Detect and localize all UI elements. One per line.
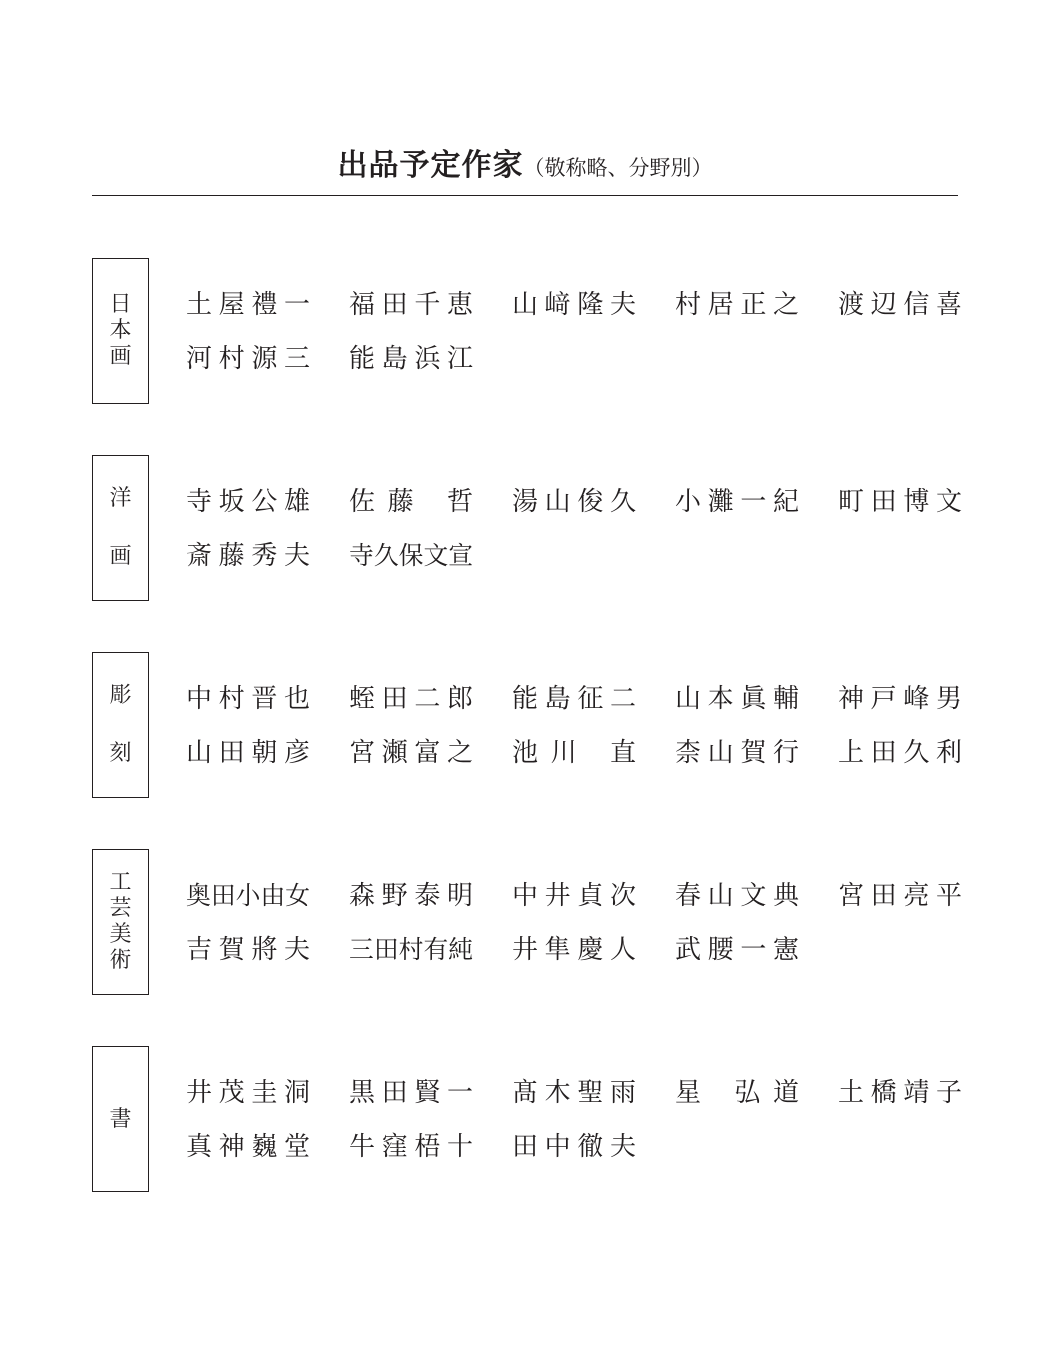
artist-name-char: 十 bbox=[446, 1132, 473, 1162]
artist-name-char: 郎 bbox=[446, 684, 473, 714]
artist-name-char: 賢 bbox=[414, 1078, 441, 1108]
artist-name-char: 一 bbox=[283, 290, 310, 320]
artist-name-char: 貞 bbox=[577, 881, 604, 911]
artist-name-char: 道 bbox=[772, 1078, 799, 1108]
artist-name-char: 神 bbox=[838, 684, 865, 714]
artist-name-char: 中 bbox=[512, 881, 539, 911]
artist-name-char: 保 bbox=[398, 541, 424, 570]
artist-name-char: 田 bbox=[870, 881, 897, 911]
artist-name-char: 瀬 bbox=[381, 738, 408, 768]
category-label-char: 術 bbox=[109, 948, 132, 973]
artist-name-char: 男 bbox=[935, 684, 962, 714]
artist-name-char: 斎 bbox=[186, 541, 213, 571]
artist-name bbox=[349, 342, 473, 376]
artist-name-char: 紀 bbox=[772, 487, 799, 517]
artist-name-char: 山 bbox=[707, 881, 734, 911]
artist-name-char: 蛭 bbox=[349, 684, 376, 714]
artist-name bbox=[186, 933, 310, 967]
artist-name-char: 博 bbox=[903, 487, 930, 517]
artist-name-char: 山 bbox=[707, 738, 734, 768]
artist-name-char: 富 bbox=[414, 738, 441, 768]
artist-name-char: 中 bbox=[186, 684, 213, 714]
artist-name bbox=[186, 1130, 310, 1164]
artist-name-char: 文 bbox=[423, 541, 449, 570]
artist-name bbox=[512, 288, 636, 322]
category-4 bbox=[92, 849, 962, 997]
artist-name-char: 田 bbox=[870, 487, 897, 517]
artist-name-char: 眞 bbox=[740, 684, 767, 714]
artist-name-char: 村 bbox=[218, 344, 245, 374]
artist-name bbox=[186, 1076, 310, 1110]
artist-name-char: 田 bbox=[210, 881, 236, 910]
category-label bbox=[93, 653, 148, 797]
artist-name-char: 井 bbox=[512, 935, 539, 965]
artist-name-char: 夫 bbox=[283, 541, 310, 571]
artist-name-char: 池 bbox=[512, 738, 539, 768]
artist-name bbox=[186, 879, 310, 913]
artist-name-char: 慶 bbox=[577, 935, 604, 965]
artist-name-char: 久 bbox=[373, 541, 399, 570]
artist-name-char: 人 bbox=[609, 935, 636, 965]
artist-name bbox=[512, 736, 636, 770]
artist-name-char: 田 bbox=[218, 738, 245, 768]
artist-name-char: 靖 bbox=[903, 1078, 930, 1108]
artist-name-char: 町 bbox=[838, 487, 865, 517]
artist-name-char: 次 bbox=[609, 881, 636, 911]
artist-name-char: 田 bbox=[381, 684, 408, 714]
artist-name-char: 渡 bbox=[838, 290, 865, 320]
category-1 bbox=[92, 258, 962, 406]
artist-name-char: 泰 bbox=[414, 881, 441, 911]
artist-name bbox=[349, 1130, 473, 1164]
artist-name-char: 土 bbox=[186, 290, 213, 320]
artist-name-char: 牛 bbox=[349, 1132, 376, 1162]
artist-name-char: 森 bbox=[349, 881, 376, 911]
artist-name-char: 川 bbox=[550, 738, 577, 768]
artist-name-char: 田 bbox=[381, 1078, 408, 1108]
artist-name-char: 典 bbox=[772, 881, 799, 911]
artist-name-char: 島 bbox=[381, 344, 408, 374]
artist-name-char: 武 bbox=[675, 935, 702, 965]
artist-name-char: 女 bbox=[285, 881, 311, 910]
artist-name-char: 星 bbox=[675, 1078, 702, 1108]
artist-name-char: 宮 bbox=[349, 738, 376, 768]
artist-name-char: 純 bbox=[448, 935, 474, 964]
artist-name-char: 江 bbox=[446, 344, 473, 374]
artist-name-char: 一 bbox=[740, 487, 767, 517]
artist-name-char: 三 bbox=[283, 344, 310, 374]
artist-name bbox=[512, 879, 636, 913]
category-label-char: 画 bbox=[109, 344, 132, 369]
artist-name-char: 千 bbox=[414, 290, 441, 320]
artist-name-char: 夫 bbox=[609, 290, 636, 320]
artist-name-char: 恵 bbox=[446, 290, 473, 320]
artist-name-char: 源 bbox=[251, 344, 278, 374]
artist-name-char: 聖 bbox=[577, 1078, 604, 1108]
artist-name-char: 村 bbox=[398, 935, 424, 964]
artist-name bbox=[186, 485, 310, 519]
artist-name-char: 三 bbox=[349, 935, 374, 964]
title-divider bbox=[92, 195, 958, 196]
artist-name-char: 山 bbox=[186, 738, 213, 768]
category-5 bbox=[92, 1046, 962, 1194]
category-label bbox=[93, 1047, 148, 1191]
artist-name-char: 有 bbox=[423, 935, 449, 964]
category-2 bbox=[92, 455, 962, 603]
artist-name-char: 山 bbox=[544, 487, 571, 517]
category-label-char: 洋 bbox=[109, 486, 132, 511]
artist-name bbox=[512, 682, 636, 716]
artist-name-char: 浜 bbox=[414, 344, 441, 374]
artist-name-char: 橋 bbox=[870, 1078, 897, 1108]
artist-name-char: 宣 bbox=[448, 541, 474, 570]
artist-name-char: 小 bbox=[235, 881, 261, 910]
artist-name bbox=[675, 879, 799, 913]
artist-name bbox=[186, 682, 310, 716]
artist-name-char: 輔 bbox=[772, 684, 799, 714]
artist-name-char: 朝 bbox=[251, 738, 278, 768]
artist-name bbox=[349, 485, 473, 519]
artist-name-char: 正 bbox=[740, 290, 767, 320]
artist-name-char: 將 bbox=[251, 935, 278, 965]
artist-name bbox=[838, 682, 962, 716]
category-label-box bbox=[92, 258, 149, 404]
artist-name-char: 河 bbox=[186, 344, 213, 374]
artist-name-char: 之 bbox=[772, 290, 799, 320]
artist-name-char: 田 bbox=[512, 1132, 539, 1162]
category-label bbox=[93, 850, 148, 994]
artist-name-char: 佐 bbox=[349, 487, 376, 517]
artist-name-char: 井 bbox=[544, 881, 571, 911]
artist-name-char: 峰 bbox=[903, 684, 930, 714]
artist-name-char: 征 bbox=[577, 684, 604, 714]
artist-name-char: 俊 bbox=[577, 487, 604, 517]
artist-name-char: 雄 bbox=[283, 487, 310, 517]
artist-name bbox=[838, 879, 962, 913]
artist-name bbox=[349, 933, 473, 967]
artist-name-char: 上 bbox=[838, 738, 865, 768]
artist-name-char: 湯 bbox=[512, 487, 539, 517]
artist-name-char: 井 bbox=[186, 1078, 213, 1108]
artist-name-char: 﨑 bbox=[544, 290, 571, 320]
artist-name bbox=[186, 736, 310, 770]
artist-name-char: 奥 bbox=[186, 881, 211, 910]
page-title bbox=[92, 140, 958, 184]
artist-name-char: 行 bbox=[772, 738, 799, 768]
artist-name-char: 灘 bbox=[707, 487, 734, 517]
artist-name-char: 利 bbox=[935, 738, 962, 768]
artist-name-char: 文 bbox=[740, 881, 767, 911]
artist-name-char: 之 bbox=[446, 738, 473, 768]
artist-name-char: 晋 bbox=[251, 684, 278, 714]
artist-name-char: 徹 bbox=[577, 1132, 604, 1162]
artist-name-char: 久 bbox=[609, 487, 636, 517]
artist-name bbox=[349, 539, 473, 573]
artist-name bbox=[186, 342, 310, 376]
artist-name-char: 宮 bbox=[838, 881, 865, 911]
artist-name-char: 野 bbox=[381, 881, 408, 911]
artist-name-char: 亮 bbox=[903, 881, 930, 911]
artist-name-char: 哲 bbox=[446, 487, 473, 517]
artist-name bbox=[675, 1076, 799, 1110]
artist-name bbox=[349, 288, 473, 322]
artist-name-char bbox=[714, 1076, 722, 1110]
artist-name-char: 子 bbox=[935, 1078, 962, 1108]
artist-name-char: 腰 bbox=[707, 935, 734, 965]
artist-name bbox=[675, 485, 799, 519]
artist-name bbox=[512, 933, 636, 967]
artist-name bbox=[349, 879, 473, 913]
category-label-char: 美 bbox=[109, 922, 132, 947]
artist-name-char: 茂 bbox=[218, 1078, 245, 1108]
artist-name-char: 賀 bbox=[218, 935, 245, 965]
artist-name-char: 本 bbox=[707, 684, 734, 714]
artist-name-char: 中 bbox=[544, 1132, 571, 1162]
artist-name-char: 夫 bbox=[283, 935, 310, 965]
artist-name bbox=[186, 288, 310, 322]
artist-name-char: 能 bbox=[349, 344, 376, 374]
category-label-char: 本 bbox=[109, 318, 132, 343]
artist-name bbox=[675, 682, 799, 716]
artist-name bbox=[512, 1130, 636, 1164]
artist-name-char: 山 bbox=[675, 684, 702, 714]
artist-name-char: 喜 bbox=[935, 290, 962, 320]
artist-name bbox=[838, 1076, 962, 1110]
artist-name-char: 夫 bbox=[609, 1132, 636, 1162]
artist-name bbox=[675, 288, 799, 322]
artist-name-char: 圭 bbox=[251, 1078, 278, 1108]
artist-name-char: 土 bbox=[838, 1078, 865, 1108]
artist-name-char: 戸 bbox=[870, 684, 897, 714]
artist-name-char: 島 bbox=[544, 684, 571, 714]
artist-name-char: 二 bbox=[414, 684, 441, 714]
artist-name bbox=[675, 933, 799, 967]
artist-name-char: 梧 bbox=[414, 1132, 441, 1162]
category-label-char: 工 bbox=[109, 870, 132, 895]
artist-name-char: 辺 bbox=[870, 290, 897, 320]
artist-name-char: 一 bbox=[740, 935, 767, 965]
artist-name-char: 明 bbox=[446, 881, 473, 911]
artist-name-char: 福 bbox=[349, 290, 376, 320]
artist-name-char: 藤 bbox=[218, 541, 245, 571]
artist-name-char: 巍 bbox=[251, 1132, 278, 1162]
artist-name-char: 堂 bbox=[283, 1132, 310, 1162]
artist-name-char: 寺 bbox=[186, 487, 213, 517]
artist-name-char: 公 bbox=[251, 487, 278, 517]
artist-name-char: 平 bbox=[935, 881, 962, 911]
artist-name-char: 坂 bbox=[218, 487, 245, 517]
title-main: 出品予定作家 bbox=[337, 148, 524, 183]
artist-name-char: 小 bbox=[675, 487, 702, 517]
artist-name-char: 村 bbox=[218, 684, 245, 714]
category-label-box bbox=[92, 652, 149, 798]
artist-name-char: 窪 bbox=[381, 1132, 408, 1162]
artist-name-char: 禮 bbox=[251, 290, 278, 320]
category-label-char: 日 bbox=[109, 292, 132, 317]
artist-name-char: 秀 bbox=[251, 541, 278, 571]
artist-name-char bbox=[589, 736, 597, 770]
artist-name-char: 真 bbox=[186, 1132, 213, 1162]
category-label bbox=[93, 456, 148, 600]
artist-name bbox=[186, 539, 310, 573]
artist-name bbox=[838, 736, 962, 770]
artist-name-char: 神 bbox=[218, 1132, 245, 1162]
category-label-box bbox=[92, 1046, 149, 1192]
artist-name-char: 能 bbox=[512, 684, 539, 714]
artist-name-char: 賀 bbox=[740, 738, 767, 768]
artist-name bbox=[349, 682, 473, 716]
category-label-char: 刻 bbox=[109, 741, 132, 766]
artist-name-char: 藤 bbox=[387, 487, 414, 517]
category-label-char: 画 bbox=[109, 544, 132, 569]
category-3 bbox=[92, 652, 962, 800]
artist-name-char: 柰 bbox=[675, 738, 702, 768]
artist-name bbox=[512, 1076, 636, 1110]
artist-name-char: 村 bbox=[675, 290, 702, 320]
category-label-box bbox=[92, 849, 149, 995]
category-label-char: 芸 bbox=[109, 896, 132, 921]
title-subtitle: （敬称略、分野別） bbox=[523, 156, 713, 180]
artist-name-char: 木 bbox=[544, 1078, 571, 1108]
category-label bbox=[93, 259, 148, 403]
artist-name-char: 信 bbox=[903, 290, 930, 320]
artist-name bbox=[675, 736, 799, 770]
artist-name-char: 山 bbox=[512, 290, 539, 320]
artist-name-char: 居 bbox=[707, 290, 734, 320]
artist-name-char: 憲 bbox=[772, 935, 799, 965]
artist-name-char: 弘 bbox=[734, 1078, 761, 1108]
artist-name-char: 黒 bbox=[349, 1078, 376, 1108]
artist-name-char: 直 bbox=[609, 738, 636, 768]
artist-name-char: 田 bbox=[373, 935, 399, 964]
category-label-char: 彫 bbox=[109, 683, 132, 708]
artist-name-char: 二 bbox=[609, 684, 636, 714]
artist-name-char: 彦 bbox=[283, 738, 310, 768]
artist-name-char: 髙 bbox=[512, 1078, 539, 1108]
artist-name-char: 隼 bbox=[544, 935, 571, 965]
artist-name bbox=[512, 485, 636, 519]
artist-name-char: 由 bbox=[260, 881, 286, 910]
artist-name-char bbox=[426, 485, 434, 519]
artist-name-char: 文 bbox=[935, 487, 962, 517]
artist-name bbox=[349, 1076, 473, 1110]
artist-name-char: 洞 bbox=[283, 1078, 310, 1108]
artist-name-char: 也 bbox=[283, 684, 310, 714]
artist-name-char: 久 bbox=[903, 738, 930, 768]
artist-name-char: 隆 bbox=[577, 290, 604, 320]
artist-name bbox=[349, 736, 473, 770]
artist-name-char: 吉 bbox=[186, 935, 213, 965]
artist-name bbox=[838, 485, 962, 519]
artist-name bbox=[838, 288, 962, 322]
artist-name-char: 一 bbox=[446, 1078, 473, 1108]
category-label-box bbox=[92, 455, 149, 601]
category-label-char: 書 bbox=[109, 1107, 132, 1132]
artist-name-char: 田 bbox=[381, 290, 408, 320]
artist-name-char: 田 bbox=[870, 738, 897, 768]
artist-name-char: 屋 bbox=[218, 290, 245, 320]
artist-name-char: 春 bbox=[675, 881, 702, 911]
artist-name-char: 雨 bbox=[609, 1078, 636, 1108]
artist-name-char: 寺 bbox=[349, 541, 374, 570]
